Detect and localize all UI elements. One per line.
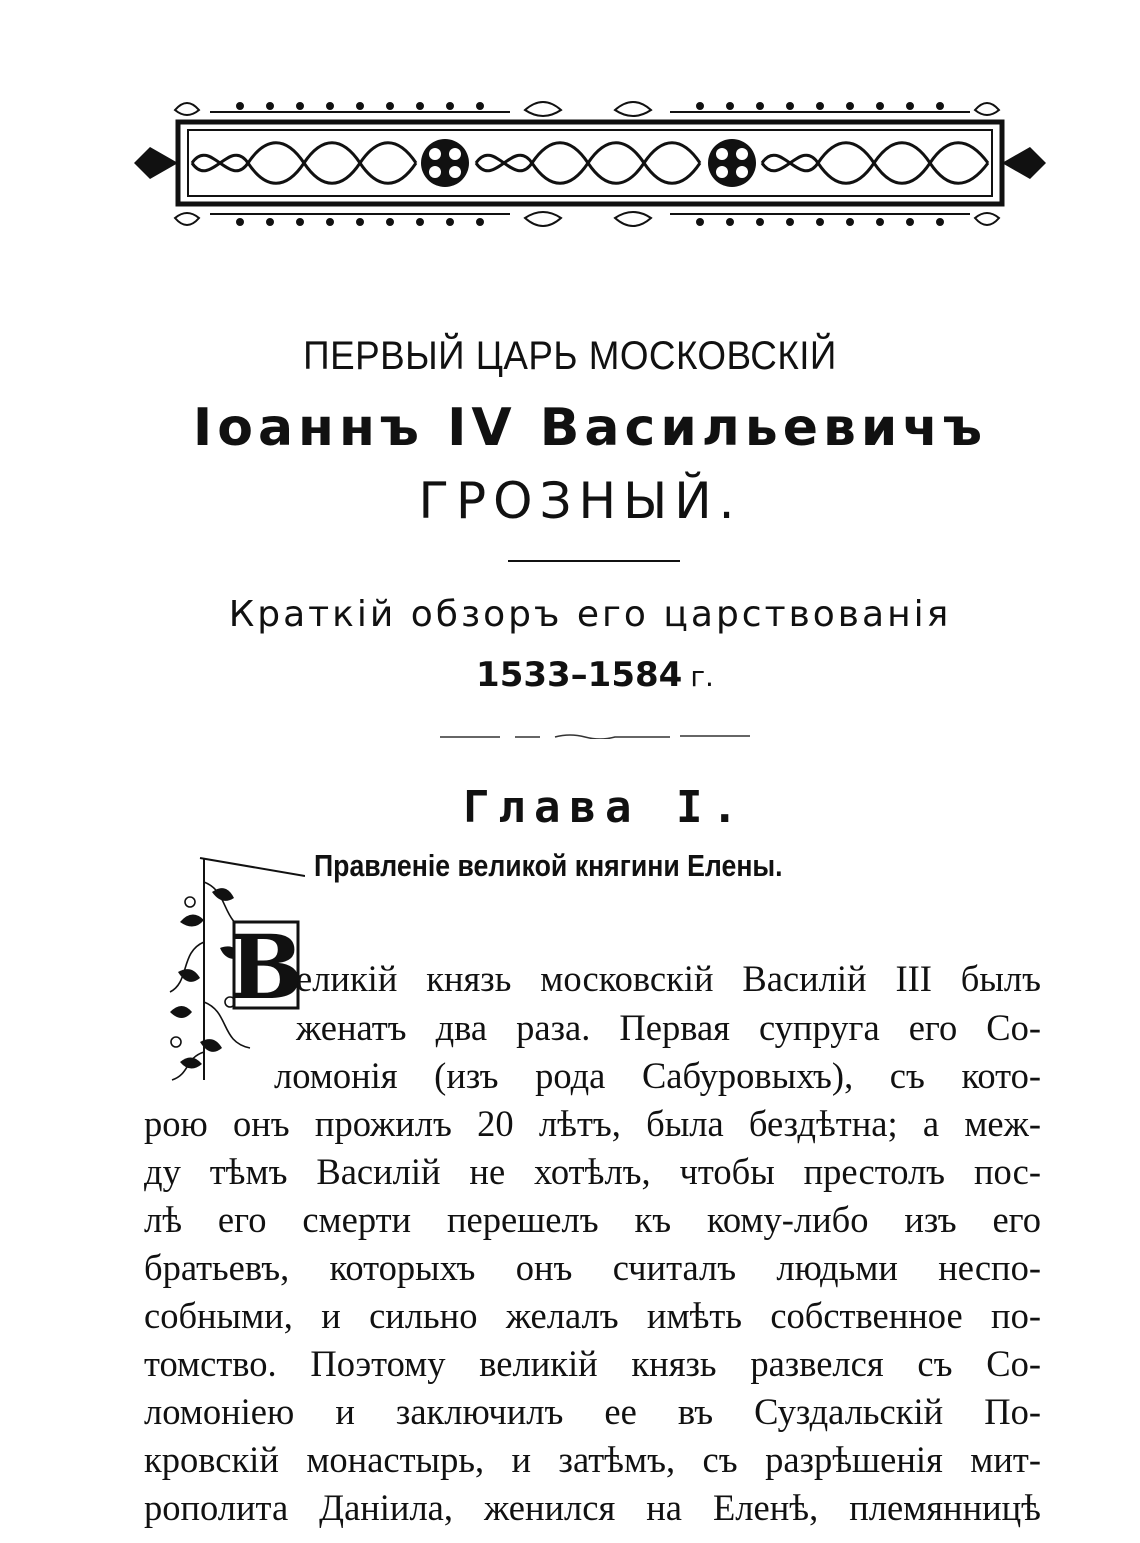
subtitle: Краткiй обзоръ его царствованiя — [228, 594, 952, 635]
title-line-3: ГРОЗНЫЙ. — [418, 472, 742, 530]
title-divider — [508, 560, 680, 562]
body-line: ломонiею и заключилъ ее въ Суздальскiй По- — [144, 1391, 1041, 1432]
body-line: кровскiй монастырь, и затѣмъ, съ разрѣшенiя мит- — [144, 1439, 1041, 1480]
wavy-divider — [440, 733, 750, 739]
body-line: женатъ два раза. Первая супруга его Со- — [296, 1007, 1041, 1048]
body-line: рополита Данiила, женился на Еленѣ, племянницѣ — [144, 1487, 1041, 1528]
decorated-dropcap — [160, 852, 305, 1087]
title-line-2: Iоаннъ IV Васильевичъ — [192, 398, 988, 458]
ornamental-header-band — [130, 92, 1050, 237]
body-line: ломонiя (изъ рода Сабуровыхъ), съ кото- — [274, 1055, 1041, 1096]
reign-years-suffix: г. — [690, 660, 714, 693]
reign-years-value: 1533–1584 — [476, 655, 683, 695]
body-line: братьевъ, которыхъ онъ считалъ людьми неспо- — [144, 1247, 1041, 1288]
dropcap-letter: В — [228, 915, 304, 1019]
body-line: томство. Поэтому великiй князь развелся съ Со- — [144, 1343, 1041, 1384]
chapter-heading: Глава I. — [463, 782, 747, 833]
body-line: лѣ его смерти перешелъ къ кому-либо изъ его — [144, 1199, 1041, 1240]
body-line: ду тѣмъ Василiй не хотѣлъ, чтобы престолъ пос- — [144, 1151, 1041, 1192]
reign-years — [0, 655, 1140, 695]
title-line-1: ПЕРВЫЙ ЦАРЬ МОСКОВСКIЙ — [303, 334, 837, 378]
body-line: еликiй князь московскiй Василiй III былъ — [296, 958, 1041, 999]
section-title: Правленiе великой княгини Елены. — [314, 848, 783, 883]
body-line: рою онъ прожилъ 20 лѣтъ, была бездѣтна; а меж- — [144, 1103, 1041, 1144]
body-line: собными, и сильно желалъ имѣть собственное по- — [144, 1295, 1041, 1336]
